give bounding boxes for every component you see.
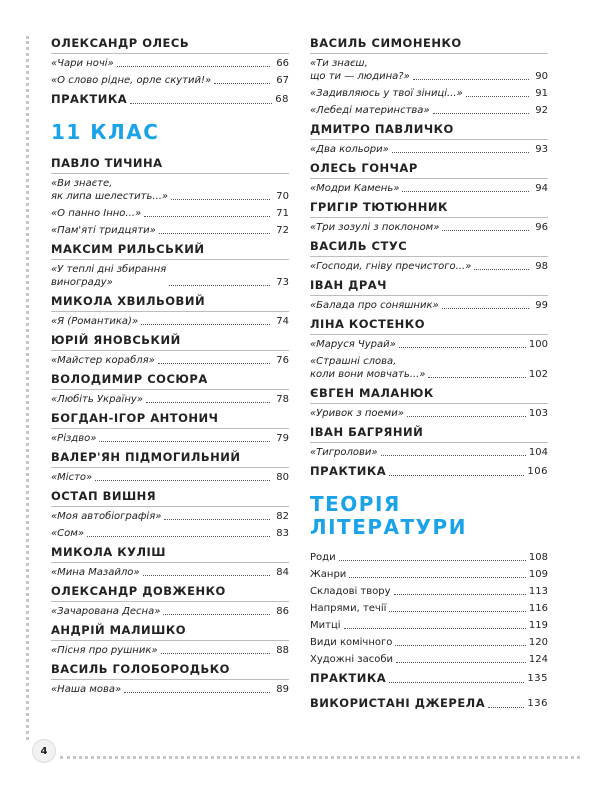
entry-title: Митці [310, 620, 341, 631]
toc-entry[interactable] [310, 602, 548, 615]
toc-entry[interactable] [51, 566, 289, 579]
author-group [51, 623, 289, 657]
dot-leader [95, 480, 270, 481]
entry-title: Роди [310, 552, 336, 563]
dot-leader [396, 662, 526, 663]
author-name: МИКОЛА КУЛІШ [51, 545, 289, 563]
dot-leader [146, 402, 270, 403]
dot-leader [99, 441, 270, 442]
author-name: ПАВЛО ТИЧИНА [51, 156, 289, 174]
dot-leader [161, 653, 270, 654]
toc-entry[interactable] [51, 510, 289, 523]
dot-leader [171, 199, 270, 200]
dot-leader [389, 611, 526, 612]
entry-title: «Любіть Україну» [51, 394, 143, 405]
author-group [51, 584, 289, 618]
entry-page-number: 99 [535, 300, 548, 311]
entry-page-number: 91 [535, 88, 548, 99]
entry-title: «Два кольори» [310, 144, 389, 155]
author-group [51, 242, 289, 289]
entry-title: «Модри Камень» [310, 183, 400, 194]
practice-page-number: 136 [527, 698, 548, 709]
author-group [51, 545, 289, 579]
toc-entry[interactable] [310, 87, 548, 100]
author-name: БОГДАН-ІГОР АНТОНИЧ [51, 411, 289, 429]
author-name: ОСТАП ВИШНЯ [51, 489, 289, 507]
entry-page-number: 119 [528, 620, 548, 631]
entry-page-number: 93 [535, 144, 548, 155]
author-group [310, 161, 548, 195]
entry-title: «Чари ночі» [51, 58, 114, 69]
entry-title: «Тигролови» [310, 447, 378, 458]
entry-page-number: 90 [535, 71, 548, 82]
entry-page-number: 78 [276, 394, 289, 405]
author-name: ДМИТРО ПАВЛИЧКО [310, 122, 548, 140]
entry-title: «Наша мова» [51, 684, 122, 695]
toc-entry[interactable] [51, 527, 289, 540]
practice-label: ПРАКТИКА [51, 92, 128, 106]
toc-entry[interactable] [310, 585, 548, 598]
author-name: ЄВГЕН МАЛАНЮК [310, 386, 548, 404]
toc-entry[interactable] [51, 74, 289, 87]
toc-entry[interactable] [310, 104, 548, 117]
entry-title: «Задивляюсь у твої зіниці...» [310, 88, 463, 99]
practice-page-number: 135 [527, 673, 548, 684]
dot-leader [394, 594, 526, 595]
page-number: 4 [32, 739, 56, 763]
dot-leader [442, 308, 529, 309]
toc-entry[interactable] [51, 432, 289, 445]
dot-leader [466, 96, 529, 97]
entry-title: «Зачарована Десна» [51, 606, 161, 617]
entry-title: Види комічного [310, 637, 393, 648]
toc-entry[interactable] [51, 471, 289, 484]
entry-page-number: 120 [528, 637, 548, 648]
author-name: МАКСИМ РИЛЬСЬКИЙ [51, 242, 289, 260]
author-name: ОЛЕКСАНДР ОЛЕСЬ [51, 36, 289, 54]
author-name: ВАСИЛЬ ГОЛОБОРОДЬКО [51, 662, 289, 680]
entry-page-number: 80 [276, 472, 289, 483]
entry-page-number: 72 [276, 225, 289, 236]
toc-entry[interactable] [310, 551, 548, 564]
entry-title: «У теплі дні збирання винограду» [51, 264, 167, 288]
entry-page-number: 66 [276, 58, 289, 69]
entry-title: Напрями, течії [310, 603, 387, 614]
dot-leader [442, 230, 529, 231]
author-name: ЮРІЙ ЯНОВСЬКИЙ [51, 333, 289, 351]
author-name: ВАЛЕР'ЯН ПІДМОГИЛЬНИЙ [51, 450, 289, 468]
entry-title: «Страшні слова, коли вони мовчать...» [310, 356, 426, 380]
entry-page-number: 124 [528, 654, 548, 665]
dot-leader [143, 575, 270, 576]
practice-label: ВИКОРИСТАНІ ДЖЕРЕЛА [310, 696, 486, 710]
author-name: ВОЛОДИМИР СОСЮРА [51, 372, 289, 390]
toc-entry[interactable] [310, 446, 548, 459]
dot-leader [413, 79, 529, 80]
author-group [310, 386, 548, 420]
dot-leader [349, 577, 526, 578]
dot-leader [163, 614, 270, 615]
dot-leader [344, 628, 526, 629]
author-group [310, 278, 548, 312]
practice-page-number: 68 [275, 94, 289, 105]
entry-page-number: 98 [535, 261, 548, 272]
toc-entry[interactable] [51, 605, 289, 618]
entry-page-number: 86 [276, 606, 289, 617]
dot-leader [164, 519, 270, 520]
entry-title: «Майстер корабля» [51, 355, 155, 366]
dot-leader [141, 324, 270, 325]
entry-page-number: 74 [276, 316, 289, 327]
practice-label: ПРАКТИКА [310, 671, 387, 685]
toc-entry[interactable] [51, 224, 289, 237]
dot-leader [214, 83, 270, 84]
entry-page-number: 67 [276, 75, 289, 86]
toc-entry[interactable] [51, 207, 289, 220]
entry-page-number: 92 [535, 105, 548, 116]
toc-entry[interactable] [51, 315, 289, 328]
author-group [51, 333, 289, 367]
dot-leader [392, 152, 529, 153]
author-group [310, 317, 548, 381]
entry-title: «Лебеді материнства» [310, 105, 430, 116]
dot-leader [428, 377, 525, 378]
entry-page-number: 113 [528, 586, 548, 597]
entry-title: «Мина Мазайло» [51, 567, 140, 578]
dot-leader [389, 475, 524, 476]
toc-right-column [310, 36, 548, 721]
author-name: ВАСИЛЬ СТУС [310, 239, 548, 257]
author-name: ВАСИЛЬ СИМОНЕНКО [310, 36, 548, 54]
toc-entry[interactable] [310, 568, 548, 581]
entry-page-number: 108 [528, 552, 548, 563]
toc-entry[interactable] [310, 653, 548, 666]
toc-entry[interactable] [310, 636, 548, 649]
toc-entry[interactable] [310, 299, 548, 312]
entry-page-number: 109 [528, 569, 548, 580]
entry-page-number: 70 [276, 191, 289, 202]
dot-leader [433, 113, 529, 114]
entry-title: «Ви знаєте, як липа шелестить...» [51, 178, 169, 202]
dot-leader [488, 707, 524, 708]
author-group [310, 200, 548, 234]
dot-leader [117, 66, 270, 67]
entry-title: «Різдво» [51, 433, 97, 444]
toc-entry[interactable] [51, 644, 289, 657]
entry-title: «Місто» [51, 472, 93, 483]
author-group [51, 156, 289, 237]
dot-leader [130, 103, 272, 104]
toc-entry[interactable] [51, 393, 289, 406]
entry-title: «Балада про соняшник» [310, 300, 439, 311]
author-group [51, 36, 289, 87]
entry-page-number: 103 [528, 408, 548, 419]
dot-leader [474, 269, 529, 270]
author-name: АНДРІЙ МАЛИШКО [51, 623, 289, 641]
author-name: ІВАН БАГРЯНИЙ [310, 425, 548, 443]
entry-page-number: 83 [276, 528, 289, 539]
entry-page-number: 79 [276, 433, 289, 444]
entry-page-number: 84 [276, 567, 289, 578]
practice-entry[interactable] [310, 696, 548, 711]
practice-page-number: 106 [527, 466, 548, 477]
entry-title: «Я (Романтика)» [51, 316, 139, 327]
entry-title: «Сом» [51, 528, 84, 539]
toc-entry[interactable] [310, 619, 548, 632]
section-heading: ТЕОРІЯ ЛІТЕРАТУРИ [310, 492, 467, 539]
practice-entry[interactable] [51, 92, 289, 107]
entry-page-number: 94 [535, 183, 548, 194]
entry-title: Складові твору [310, 586, 391, 597]
entry-title: «О слово рідне, орле скутий!» [51, 75, 212, 86]
dot-leader [399, 347, 526, 348]
toc-entry[interactable] [310, 182, 548, 195]
practice-entry[interactable] [310, 671, 548, 686]
entry-page-number: 96 [535, 222, 548, 233]
entry-title: «О панно Інно...» [51, 208, 142, 219]
entry-title: «Пам'яті тридцяти» [51, 225, 156, 236]
entry-page-number: 104 [528, 447, 548, 458]
author-group [310, 239, 548, 273]
toc-entry[interactable] [51, 177, 289, 203]
toc-entry[interactable] [310, 57, 548, 83]
author-name: ГРИГІР ТЮТЮННИК [310, 200, 548, 218]
theory-list [310, 551, 548, 666]
practice-label: ПРАКТИКА [310, 464, 387, 478]
author-group [310, 122, 548, 156]
dot-leader [402, 191, 529, 192]
entry-page-number: 116 [528, 603, 548, 614]
author-group [51, 662, 289, 696]
entry-page-number: 89 [276, 684, 289, 695]
toc-entry[interactable] [310, 143, 548, 156]
author-name: ЛІНА КОСТЕНКО [310, 317, 548, 335]
author-group [310, 36, 548, 117]
toc-entry[interactable] [51, 263, 289, 289]
left-dotted-border [26, 36, 29, 740]
author-name: ОЛЕСЬ ГОНЧАР [310, 161, 548, 179]
toc-entry[interactable] [51, 354, 289, 367]
toc-entry[interactable] [310, 338, 548, 351]
dot-leader [381, 455, 526, 456]
toc-left-column [51, 36, 289, 701]
toc-entry[interactable] [310, 355, 548, 381]
dot-leader [407, 416, 526, 417]
entry-title: «Три зозулі з поклоном» [310, 222, 440, 233]
dot-leader [144, 216, 270, 217]
toc-entry[interactable] [310, 260, 548, 273]
toc-entry[interactable] [51, 57, 289, 70]
entry-page-number: 82 [276, 511, 289, 522]
author-group [51, 372, 289, 406]
author-group [51, 450, 289, 484]
author-group [310, 425, 548, 459]
dot-leader [339, 560, 526, 561]
author-group [51, 489, 289, 540]
entry-page-number: 71 [276, 208, 289, 219]
entry-title: «Уривок з поеми» [310, 408, 404, 419]
entry-title: Художні засоби [310, 654, 394, 665]
author-name: ОЛЕКСАНДР ДОВЖЕНКО [51, 584, 289, 602]
entry-title: «Маруся Чурай» [310, 339, 396, 350]
entry-page-number: 76 [276, 355, 289, 366]
entry-page-number: 100 [528, 339, 548, 350]
dot-leader [159, 233, 270, 234]
entry-page-number: 73 [276, 277, 289, 288]
bottom-dotted-border [60, 756, 580, 759]
author-name: МИКОЛА ХВИЛЬОВИЙ [51, 294, 289, 312]
entry-title: «Моя автобіографія» [51, 511, 162, 522]
entry-title: «Пісня про рушник» [51, 645, 158, 656]
entry-title: «Ти знаєш, що ти — людина?» [310, 58, 410, 82]
entry-title: «Господи, гніву пречистого...» [310, 261, 472, 272]
dot-leader [124, 692, 270, 693]
dot-leader [87, 536, 270, 537]
toc-entry[interactable] [51, 683, 289, 696]
dot-leader [158, 363, 270, 364]
entry-page-number: 88 [276, 645, 289, 656]
practice-entry[interactable] [310, 464, 548, 479]
dot-leader [169, 285, 270, 286]
toc-entry[interactable] [310, 221, 548, 234]
entry-title: Жанри [310, 569, 347, 580]
dot-leader [395, 645, 526, 646]
dot-leader [389, 682, 524, 683]
toc-entry[interactable] [310, 407, 548, 420]
author-group [51, 411, 289, 445]
section-heading: 11 КЛАС [51, 120, 160, 144]
author-group [51, 294, 289, 328]
author-name: ІВАН ДРАЧ [310, 278, 548, 296]
entry-page-number: 102 [528, 369, 548, 380]
